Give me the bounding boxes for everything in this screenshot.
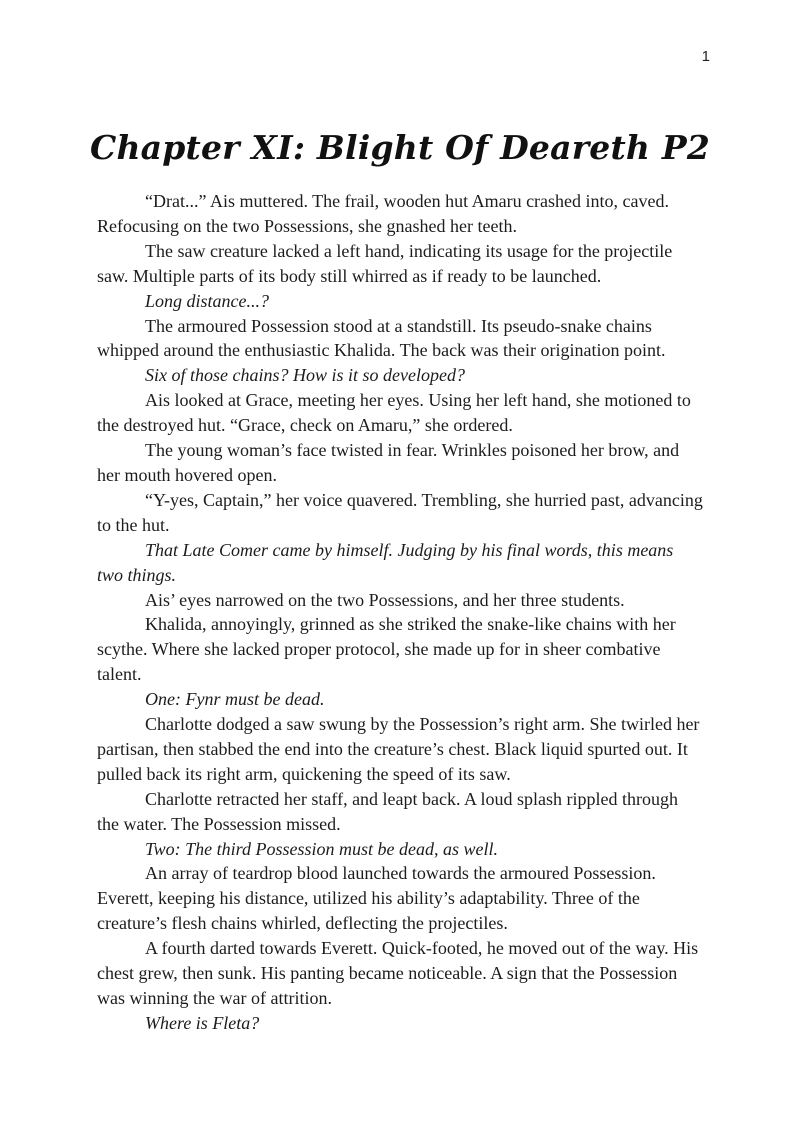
paragraph: Charlotte dodged a saw swung by the Possession’s right arm. She twirled her partisan, then stabbed the end into the creature’s chest. Black liquid spurted out. It pulled back its right arm, quickening the speed of its saw. [97, 714, 700, 784]
inner-thought: Six of those chains? How is it so developed? [145, 365, 465, 386]
paragraph: Ais looked at Grace, meeting her eyes. Using her left hand, she motioned to the destroyed hut. “Grace, check on Amaru,” she ordered. [97, 390, 691, 436]
paragraph: “Y-yes, Captain,” her voice quavered. Trembling, she hurried past, advancing to the hut. [97, 489, 703, 535]
inner-thought: One: Fynr must be dead. [145, 689, 325, 710]
paragraph: Khalida, annoyingly, grinned as she striked the snake-like chains with her scythe. Where she lacked proper protocol, she made up for in sheer combative talent. [97, 614, 676, 685]
paragraph: The armoured Possession stood at a standstill. Its pseudo-snake chains whipped around the enthusiastic Khalida. The back was their origination point. [97, 315, 666, 361]
page-number: 1 [701, 48, 710, 65]
chapter-body [97, 189, 703, 1036]
inner-thought: Long distance...? [145, 290, 269, 311]
paragraph: “Drat...” Ais muttered. The frail, wooden hut Amaru crashed into, caved. Refocusing on the two Possessions, she gnashed her teeth. [97, 191, 670, 236]
inner-thought: That Late Comer came by himself. Judging by his final words, this means two things. [97, 539, 674, 585]
chapter-title: Chapter XI: Blight Of Deareth P2 [89, 128, 710, 167]
paragraph: A fourth darted towards Everett. Quick-footed, he moved out of the way. His chest grew, then sunk. His panting became noticeable. A sign that the Possession was winning the war of attrition. [97, 938, 699, 1008]
paragraph: Charlotte retracted her staff, and leapt back. A loud splash rippled through the water. The Possession missed. [97, 788, 679, 834]
paragraph: Ais’ eyes narrowed on the two Possessions, and her three students. [145, 589, 625, 610]
paragraph: The young woman’s face twisted in fear. Wrinkles poisoned her brow, and her mouth hovered open. [97, 440, 680, 485]
paragraph: The saw creature lacked a left hand, indicating its usage for the projectile saw. Multiple parts of its body still whirred as if ready to be launched. [97, 240, 673, 286]
paragraph: An array of teardrop blood launched towards the armoured Possession. Everett, keeping his distance, utilized his ability’s adaptability. Three of the creature’s flesh chains whirled, deflecting the projectiles. [97, 863, 656, 934]
inner-thought: Where is Fleta? [145, 1012, 260, 1033]
inner-thought: Two: The third Possession must be dead, as well. [145, 838, 499, 859]
